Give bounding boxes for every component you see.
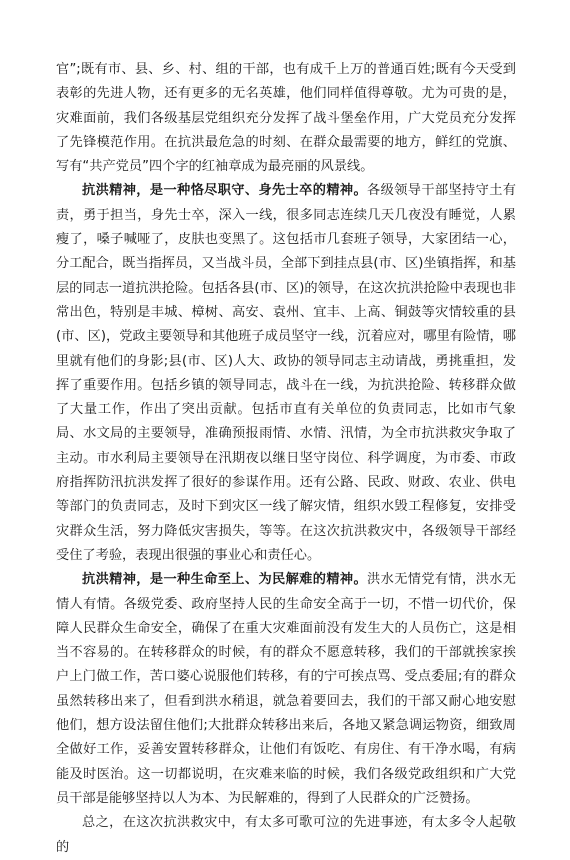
paragraph-3-lead: 抗洪精神，是一种生命至上、为民解难的精神。 xyxy=(82,572,368,588)
paragraph-2 xyxy=(56,179,516,568)
paragraph-3-text: 洪水无情党有情，洪水无情人有情。各级党委、政府坚持人民的生命安全高于一切，不惜一切代价，保障人民群众生命安全，确保了在重大灾难面前没有发生大的人员伤亡，这是相当不容易的。在转移群众的时候，有的群众不愿意转移，我们的干部就挨家挨户上门做工作，苦口婆心说服他们转移，有的宁可挨点骂、受点委屈;有的群众虽然转移出来了，但看到洪水稍退，就急着要回去，我们的干部又耐心地安慰他们，想方设法留住他们;大批群众转移出来后，各地又紧急调运物资，细致周全做好工作，妥善安置转移群众，让他们有饭吃、有房住、有干净水喝，有病能及时医治。这一切都说明，在灾难来临的时候，我们各级党政组织和广大党员干部是能够坚持以人为本、为民解难的，得到了人民群众的广泛赞扬。 xyxy=(56,572,516,806)
paragraph-1-text: 官”;既有市、县、乡、村、组的干部，也有成千上万的普通百姓;既有今天受到表彰的先进人物，还有更多的无名英雄，他们同样值得尊敬。尤为可贵的是，灾难面前，我们各级基层党组织充分发挥了战斗堡垒作用，广大党员充分发挥了先锋模范作用。在抗洪最危急的时刻、在群众最需要的地方，鲜红的党旗、写有“共产党员”四个字的红袖章成为最亮丽的风景线。 xyxy=(56,62,516,175)
paragraph-1 xyxy=(56,58,516,179)
paragraph-2-lead: 抗洪精神，是一种恪尽职守、身先士卒的精神。 xyxy=(82,183,368,199)
paragraph-3 xyxy=(56,568,516,811)
paragraph-4-text: 总之，在这次抗洪救灾中，有太多可歌可泣的先进事迹，有太多令人起敬的 xyxy=(56,815,516,855)
paragraph-4 xyxy=(56,811,516,860)
paragraph-2-text: 各级领导干部坚持守土有责，勇于担当，身先士卒，深入一线，很多同志连续几天几夜没有睡觉，人累瘦了，嗓子喊哑了，皮肤也变黑了。这包括市几套班子领导，大家团结一心，分工配合，既当指挥员，又当战斗员，全部下到挂点县(市、区)坐镇指挥，和基层的同志一道抗洪抢险。包括各县(市、区)的领导，在这次抗洪抢险中表现也非常出色，特别是丰城、樟树、高安、袁州、宜丰、上高、铜鼓等灾情较重的县(市、区)，党政主要领导和其他班子成员坚守一线，沉着应对，哪里有险情，哪里就有他们的身影;县(市、区)人大、政协的领导同志主动请战，勇挑重担，发挥了重要作用。包括乡镇的领导同志，战斗在一线，为抗洪抢险、转移群众做了大量工作，作出了突出贡献。包括市直有关单位的负责同志，比如市气象局、水文局的主要领导，准确预报雨情、水情、汛情，为全市抗洪救灾争取了主动。市水利局主要领导在汛期夜以继日坚守岗位、科学调度，为市委、市政府指挥防汛抗洪发挥了很好的参谋作用。还有公路、民政、财政、农业、供电等部门的负责同志，及时下到灾区一线了解灾情，组织水毁工程修复，安排受灾群众生活，努力降低灾害损失，等等。在这次抗洪救灾中，各级领导干部经受住了考验，表现出很强的事业心和责任心。 xyxy=(56,183,516,563)
document-body xyxy=(56,58,516,860)
